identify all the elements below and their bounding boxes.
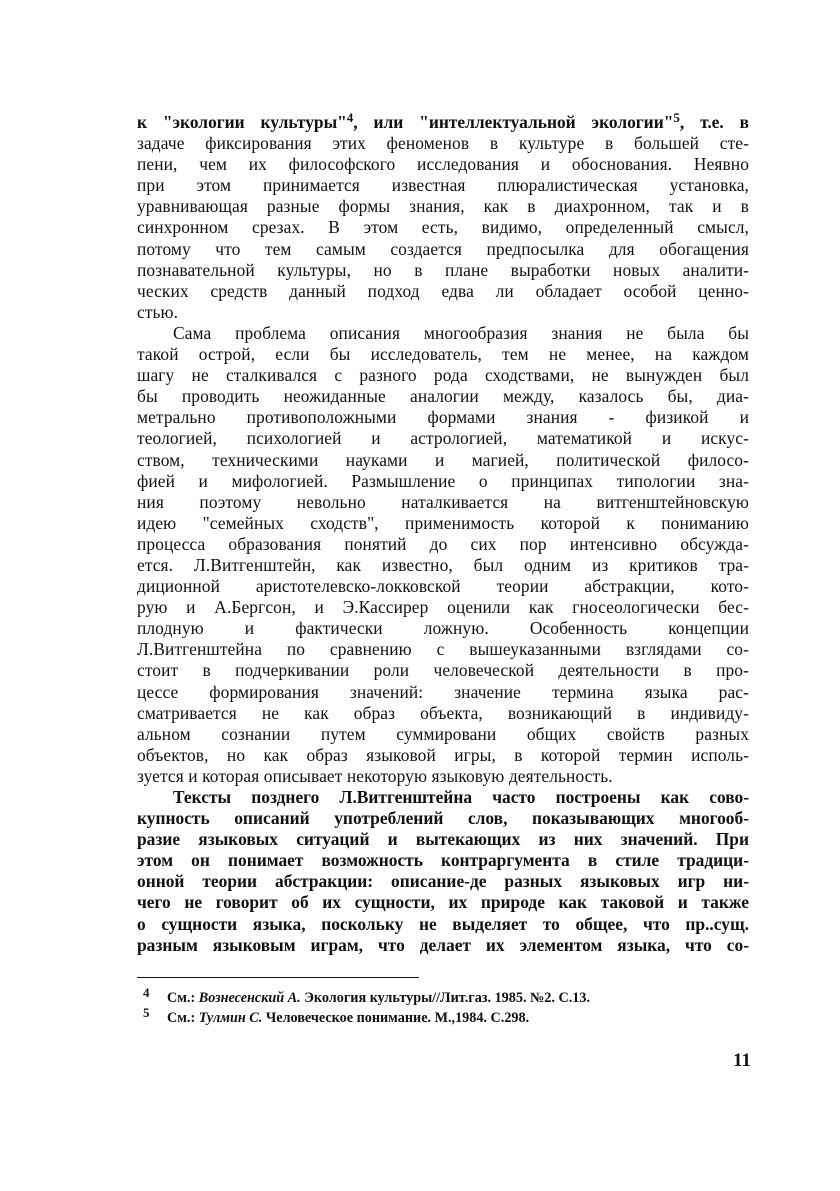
text-line: фией и мифологией. Размышление о принципах типологии зна-: [137, 470, 749, 491]
text-line: к "экологии культуры"$^4$, или "интеллектуальной экологии"$^5$, т.е. в: [137, 110, 749, 132]
text-line: шагу не сталкивался с разного рода сходствами, не вынужден был: [137, 365, 749, 386]
text-line: процесса образования понятий до сих пор интенсивно обсужда-: [137, 533, 749, 554]
paragraph-1: [137, 112, 749, 323]
paragraph-3: [137, 787, 749, 956]
footnote-divider: [137, 977, 419, 978]
footnote-5: 5 См.: Тулмин С. Человеческое понимание. М.,1984. С.298.: [143, 1005, 530, 1026]
text-line: Тексты позднего Л.Витгенштейна часто построены как сово-: [173, 787, 749, 807]
footnote-author: Тулмин С.: [198, 1010, 263, 1026]
text-line: ством, техническими науками и магией, политической филосо-: [137, 449, 749, 470]
text-line: альном сознании путем суммировани общих свойств разных: [137, 723, 749, 744]
text-line: стоит в подчеркивании роли человеческой деятельности в про-: [137, 660, 749, 681]
page-number: 11: [733, 1050, 751, 1071]
text-line: разие языковых ситуаций и вытекающих из них значений. При: [137, 829, 749, 850]
footnote-4: 4 См.: Вознесенский А. Экология культуры//Лит.газ. 1985. №2. С.13.: [143, 985, 591, 1006]
paragraph-2: [137, 323, 749, 787]
text-line: уравнивающая разные формы знания, как в диахронном, так и в: [137, 196, 749, 217]
text-line: ния поэтому невольно наталкивается на витгенштейновскую: [137, 491, 749, 512]
text-line: познавательной культуры, но в плане выработки новых аналити-: [137, 259, 749, 280]
text-line: Л.Витгенштейна по сравнению с вышеуказанными взглядами со-: [137, 639, 749, 660]
text-line: купность описаний употреблений слов, показывающих многооб-: [137, 808, 749, 829]
text-line: метрально противоположными формами знания - физикой и: [137, 407, 749, 428]
text-line: плодную и фактически ложную. Особенность концепции: [137, 618, 749, 639]
text-line: цессе формирования значений: значение термина языка рас-: [137, 681, 749, 702]
footnote-author: Вознесенский А.: [198, 990, 301, 1006]
text-line: Сама проблема описания многообразия знания не была бы: [173, 322, 749, 343]
text-line: рую и А.Бергсон, и Э.Кассирер оценили как гносеологически бес-: [137, 597, 749, 618]
text-line: теологией, психологией и астрологией, математикой и искус-: [137, 428, 749, 449]
text-line: ется. Л.Витгенштейн, как известно, был одним из критиков тра-: [137, 554, 749, 575]
text-line: синхронном срезах. В этом есть, видимо, определенный смысл,: [137, 217, 749, 238]
text-line: потому что тем самым создается предпосылка для обогащения: [137, 238, 749, 259]
text-line: зуется и которая описывает некоторую языковую деятельность.: [137, 765, 613, 786]
text-line: чего не говорит об их сущности, их природе как таковой и также: [137, 892, 749, 913]
text-line: ческих средств данный подход едва ли обладает особой ценно-: [137, 280, 749, 301]
text-line: онной теории абстракции: описание-де разных языковых игр ни-: [137, 871, 749, 892]
main-text: [137, 112, 749, 956]
text-line: объектов, но как образ языковой игры, в которой термин исполь-: [137, 744, 749, 765]
text-line: сматривается не как образ объекта, возникающий в индивиду-: [137, 702, 749, 723]
footnotes: [137, 985, 749, 1028]
text-line: бы проводить неожиданные аналогии между, казалось бы, диа-: [137, 386, 749, 407]
text-line: разным языковым играм, что делает их элементом языка, что со-: [137, 934, 749, 955]
footnote-ref-4[interactable]: 4: [346, 110, 354, 125]
footnote-ref-5[interactable]: 5: [673, 110, 680, 125]
text-line: стью.: [137, 301, 179, 322]
text-line: идею "семейных сходств", применимость которой к пониманию: [137, 512, 749, 533]
text-line: задаче фиксирования этих феноменов в культуре в большей сте-: [137, 133, 749, 154]
text-line: при этом принимается известная плюралистическая установка,: [137, 175, 749, 196]
text-line: пени, чем их философского исследования и обоснования. Неявно: [137, 154, 749, 175]
text-line: такой острой, если бы исследователь, тем не менее, на каждом: [137, 344, 749, 365]
text-line: этом он понимает возможность контраргумента в стиле традици-: [137, 850, 749, 871]
text-line: диционной аристотелевско-локковской теории абстракции, кото-: [137, 576, 749, 597]
text-line: о сущности языка, поскольку не выделяет то общее, что пр..сущ.: [137, 913, 749, 934]
